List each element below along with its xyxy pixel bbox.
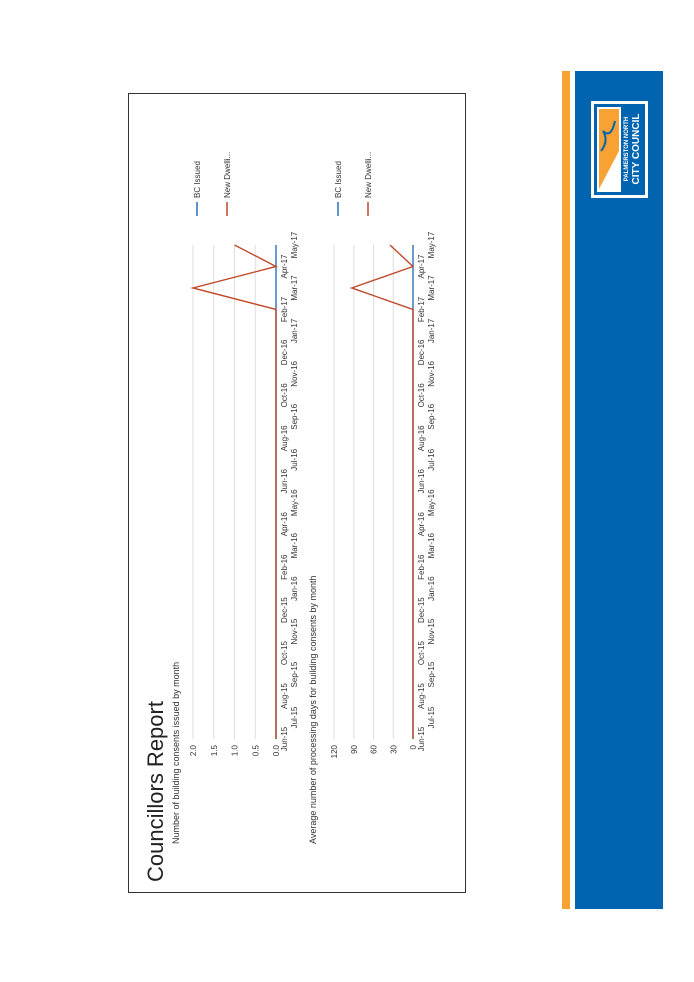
x-tick-label: Jul-15 [427, 706, 436, 729]
x-tick-label: Jul-16 [290, 448, 299, 471]
y-tick-label: 1.0 [230, 745, 240, 757]
y-tick-label: 1.5 [209, 745, 219, 757]
x-tick-label: Jun-15 [417, 726, 426, 752]
x-tick-label: Dec-15 [417, 597, 426, 624]
orange-stripe [562, 71, 570, 909]
x-tick-label: Nov-16 [290, 360, 299, 387]
x-tick-label: Jan-17 [427, 318, 436, 344]
x-tick-label: Apr-17 [417, 254, 426, 279]
x-tick-label: Dec-16 [417, 339, 426, 366]
logo-line2: CITY COUNCIL [631, 113, 642, 185]
y-tick-label: 120 [330, 745, 339, 759]
x-tick-label: Jan-16 [290, 576, 299, 601]
x-tick-label: Jan-16 [427, 576, 436, 601]
x-tick-label: Nov-15 [290, 618, 299, 645]
x-tick-label: Aug-15 [417, 683, 426, 709]
y-tick-label: 2.0 [189, 745, 198, 757]
x-tick-label: Jul-16 [427, 448, 436, 471]
x-tick-label: Nov-16 [427, 360, 436, 387]
x-tick-label: Feb-17 [417, 296, 426, 323]
x-tick-label: Mar-17 [427, 275, 436, 301]
legend-label: BC Issued [193, 161, 202, 198]
x-tick-label: May-17 [290, 231, 299, 259]
x-tick-label: Jun-16 [280, 469, 289, 494]
x-tick-label: Jun-16 [417, 469, 426, 494]
council-logo-graphic [591, 101, 648, 198]
y-tick-label: 0.0 [272, 745, 281, 757]
x-tick-label: Nov-15 [427, 618, 436, 645]
series-line [352, 245, 413, 739]
x-tick-label: May-16 [427, 489, 436, 517]
x-tick-label: Aug-15 [280, 683, 289, 709]
chart-title: Number of building consents issued by month [171, 661, 181, 844]
legend-label: New Dwelli... [364, 151, 373, 198]
x-tick-label: Sep-16 [290, 403, 299, 430]
chart-title: Average number of processing days for building consents by month [308, 575, 318, 844]
y-tick-label: 30 [389, 745, 399, 754]
legend-label: New Dwelli... [223, 151, 232, 198]
x-tick-label: Jan-17 [290, 318, 299, 344]
report-title: Councillors Report [143, 701, 168, 882]
x-tick-label: Aug-16 [417, 425, 426, 452]
x-tick-label: Jun-15 [280, 726, 289, 752]
x-tick-label: Mar-16 [427, 533, 436, 559]
x-tick-label: Dec-16 [280, 339, 289, 366]
x-tick-label: Feb-16 [417, 554, 426, 580]
report-content [129, 94, 467, 894]
x-tick-label: Oct-16 [280, 383, 289, 408]
x-tick-label: Sep-16 [427, 403, 436, 430]
x-tick-label: Sep-15 [290, 661, 299, 688]
x-tick-label: Mar-17 [290, 275, 299, 301]
x-tick-label: Mar-16 [290, 533, 299, 559]
y-tick-label: 60 [369, 745, 379, 754]
charts-area [171, 152, 436, 844]
x-tick-label: Sep-15 [427, 661, 436, 688]
x-tick-label: Dec-15 [280, 597, 289, 624]
x-tick-label: Apr-16 [280, 512, 289, 537]
x-tick-label: Oct-15 [417, 641, 426, 666]
x-tick-label: Jul-15 [290, 706, 299, 729]
report-svg [129, 94, 467, 894]
report-frame [128, 93, 466, 893]
logo-line1: PALMERSTON NORTH [624, 116, 630, 182]
y-tick-label: 0 [409, 745, 418, 750]
x-tick-label: Oct-16 [417, 383, 426, 408]
x-tick-label: May-17 [427, 231, 436, 259]
council-logo [591, 101, 648, 198]
x-tick-label: Feb-17 [280, 296, 289, 323]
x-tick-label: Oct-15 [280, 641, 289, 666]
x-tick-label: May-16 [290, 489, 299, 517]
y-tick-label: 90 [349, 745, 359, 754]
x-tick-label: Apr-17 [280, 254, 289, 279]
x-tick-label: Apr-16 [417, 512, 426, 537]
x-tick-label: Feb-16 [280, 554, 289, 580]
y-tick-label: 0.5 [251, 745, 261, 757]
legend-label: BC Issued [334, 161, 343, 198]
x-tick-label: Aug-16 [280, 425, 289, 452]
